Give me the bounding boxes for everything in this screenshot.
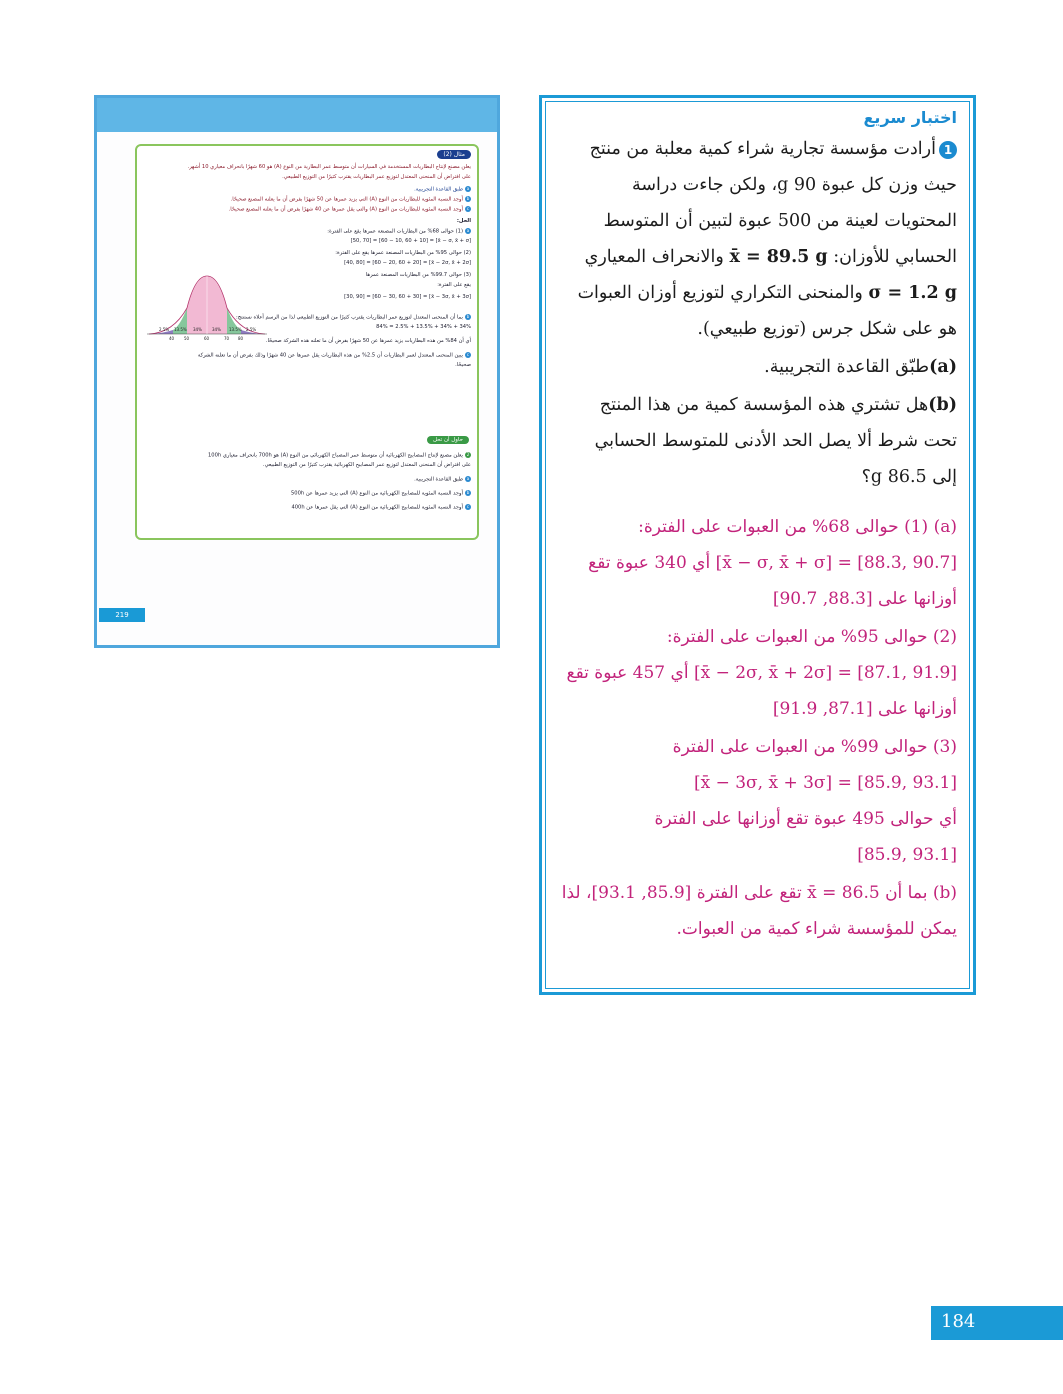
solution-line: 34% + 34% + 13.5% + 2.5% = 84% [376,324,471,330]
quiz-title: اختبار سريع [863,108,957,127]
answer-line: [x̄ − 3σ, x̄ + 3σ] = [85.9, 93.1] [693,773,957,793]
answer-line: يمكن للمؤسسة شراء كمية من العبوات. [676,919,957,939]
quick-quiz-box [539,95,976,995]
answer-line: أوزانها على [88.3, 90.7] [772,589,957,609]
axis-tick: 60 [204,336,210,341]
answer-line: (b) بما أن x̄ = 86.5 تقع على الفترة [85.9, 93.1]، لذا [561,883,957,903]
solution-line: cيبين المنحنى المعتدل لعمر البطاريات أن 2.5% من هذه البطاريات يقل عمرها عن 40 شهرًا وذلك بفرض أن ما تعلنه الشركة [197,352,470,359]
axis-tick: 80 [238,336,244,341]
mean-formula: x̄ = 89.5 g [729,247,828,267]
example-problem-line: على افتراض أن المنحنى المعتدل لتوزيع عمر البطاريات يقترب كثيرًا من التوزيع الطبيعي. [282,174,471,180]
curve-label: 34% [193,327,202,332]
answer-line: [x̄ − 2σ, x̄ + 2σ] = [87.1, 91.9] أي 457 عبوة تقع [566,663,957,683]
thumbnail-header-band [97,98,497,132]
solution-line: a(1) حوالى 68% من البطاريات المصنعة عمرها يقع على الفترة: [327,228,470,235]
try-line: على افتراض أن المنحنى المعتدل لتوزيع عمر المصابيح الكهربائية يقترب كثيرًا من التوزيع الطبيعي. [262,462,471,468]
solution-line: [x̄ − 3σ, x̄ + 3σ] = [60 − 30, 60 + 30] = [30, 90] [344,294,471,300]
answer-line: (3) حوالى 99% من العبوات على الفترة [672,737,957,757]
question-part-b: (b)هل تشتري هذه المؤسسة كمية من هذا المنتج [599,395,957,415]
example-item-a: aطبق القاعدة التجريبية. [414,186,470,193]
question-number-badge: 1 [939,141,957,159]
curve-label: 34% [212,327,221,332]
try-item-b: bأوجد النسبة المئوية للمصابيح الكهربائية من النوع (A) التي يزيد عمرها عن 500h [290,490,470,497]
try-item-a: aطبق القاعدة التجريبية. [414,476,470,483]
question-line: الحسابي للأوزان: x̄ = 89.5 g والانحراف المعياري [558,239,957,275]
question-line: 1أرادت مؤسسة تجارية شراء كمية معلبة من منتج [558,131,957,167]
thumbnail-example-box [135,144,479,540]
sigma-formula: σ = 1.2 g [868,283,957,303]
curve-label: 13.5% [229,327,242,332]
answer-line: (a) (1) حوالى 68% من العبوات على الفترة: [638,517,957,537]
question-line: هو على شكل جرس (توزيع طبيعي). [697,319,957,339]
page-number: 184 [941,1311,976,1332]
curve-label: 2.5% [246,327,257,332]
example-item-c: cأوجد النسبة المئوية للبطاريات من النوع (A) والتي يقل عمرها عن 40 شهرًا بفرض أن ما يعلنه المصنع صحيحًا. [228,206,470,213]
solution-line: صحيحًا. [455,362,471,368]
question-line: تحت شرط ألا يصل الحد الأدنى للمتوسط الحسابي [594,431,957,451]
try-to-solve-tag: حاول أن تحل [427,436,469,444]
answer-line: أي حوالى 495 عبوة تقع أوزانها على الفترة [654,809,957,829]
solution-line: [x̄ − σ, x̄ + σ] = [60 − 10, 60 + 10] = [50, 70] [350,238,471,244]
question-part-a: (a)طبّق القاعدة التجريبية. [764,357,957,377]
try-item-c: cأوجد النسبة المئوية للمصابيح الكهربائية من النوع (A) التي يقل عمرها عن 400h [291,504,470,511]
example-item-b: bأوجد النسبة المئوية للبطاريات من النوع (A) التي يزيد عمرها عن 50 شهرًا بفرض أن ما يعلنه المصنع صحيحًا. [230,196,470,203]
solution-line: يقع على الفترة: [437,282,471,288]
try-line: 2يعلن مصنع لإنتاج المصابيح الكهربائية أن متوسط عمر المصباح الكهربائي من النوع (A) هو 700h بانحراف معياري 100h [207,452,470,459]
solution-label: الحل: [456,218,471,224]
answer-line: [85.9, 93.1] [857,845,957,865]
curve-label: 13.5% [174,327,187,332]
solution-line: (2) حوالى 95% من البطاريات المصنعة عمرها يقع على الفترة: [335,250,471,256]
axis-tick: 70 [224,336,230,341]
question-line: إلى 86.5 g؟ [861,467,957,487]
student-page-thumbnail [94,95,500,648]
page-number-box [931,1306,1063,1340]
question-line: σ = 1.2 g والمنحنى التكراري لتوزيع أوزان العبوات [558,275,957,311]
example-tag: مثال (2) [437,150,471,159]
solution-line: [x̄ − 2σ, x̄ + 2σ] = [60 − 20, 60 + 20] = [40, 80] [344,260,471,266]
answer-line: (2) حوالى 95% من العبوات على الفترة: [666,627,957,647]
axis-tick: 50 [184,336,190,341]
question-line: حيث وزن كل عبوة 90 g، ولكن جاءت دراسة [632,175,957,195]
curve-label: 2.5% [159,327,170,332]
normal-distribution-curve [143,238,271,342]
answer-line: [x̄ − σ, x̄ + σ] = [88.3, 90.7] أي 340 عبوة تقع [588,553,957,573]
solution-line: (3) حوالى 99.7% من البطاريات المصنعة عمرها [365,272,471,278]
thumbnail-page-number: 219 [99,608,145,622]
answer-line: أوزانها على [87.1, 91.9] [772,699,957,719]
solution-line: bبما أن المنحنى المعتدل لتوزيع عمر البطاريات يقترب كثيرًا من التوزيع الطبيعي لذا من الرسم أعلاه نستنتج: [236,314,470,321]
solution-line: أي أن 84% من هذه البطاريات يزيد عمرها عن 50 شهرًا بفرض أن ما تعلنه هذه الشركة صحيحًا. [265,338,471,344]
example-problem-line: يعلن مصنع لإنتاج البطاريات المستخدمة في السيارات أن متوسط عمر البطارية من النوع (A) هو 60 شهرًا بانحراف معياري 10 أشهر. [187,164,471,170]
axis-tick: 40 [169,336,175,341]
question-line: المحتويات لعينة من 500 عبوة لتبين أن المتوسط [603,211,957,231]
